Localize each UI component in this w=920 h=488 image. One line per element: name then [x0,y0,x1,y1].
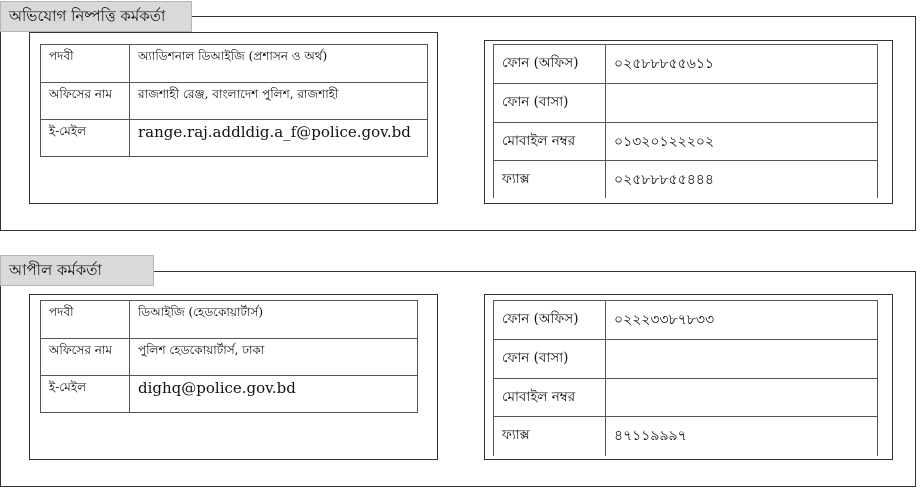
phone-home-label: ফোন (বাসা) [494,340,606,379]
table-row [41,83,428,120]
designation-label: পদবী [41,45,130,83]
complaint-officer-contact-table [493,44,878,198]
phone-office-value: ০২২২৩৩৮৭৮৩৩ [606,301,878,340]
appeal-officer-info-box [29,294,438,460]
complaint-officer-contact-box [484,40,893,204]
phone-office-value: ০২৫৮৮৮৫৫৬১১ [606,45,878,84]
table-row [41,301,418,339]
fax-value: ৪৭১১৯৯৯৭ [606,417,878,456]
email-label: ই-মেইল [41,120,130,157]
table-row [494,301,878,340]
fax-value: ০২৫৮৮৮৫৫৪৪৪ [606,161,878,198]
complaint-officer-title: অভিযোগ নিষ্পত্তি কর্মকর্তা [0,1,192,32]
table-row [494,123,878,161]
designation-label: পদবী [41,301,130,339]
email-label: ই-মেইল [41,376,130,413]
appeal-officer-contact-table [493,300,878,456]
table-row [494,45,878,84]
office-name-value: পুলিশ হেডকোয়ার্টার্স, ঢাকা [130,339,418,376]
email-value: range.raj.addldig.a_f@police.gov.bd [130,120,428,157]
table-row [494,161,878,198]
phone-home-value [606,340,878,379]
phone-home-value [606,84,878,123]
designation-value: ডিআইজি (হেডকোয়ার্টার্স) [130,301,418,339]
designation-value: অ্যাডিশনাল ডিআইজি (প্রশাসন ও অর্থ) [130,45,428,83]
table-row [494,84,878,123]
fax-label: ফ্যাক্স [494,161,606,198]
phone-office-label: ফোন (অফিস) [494,45,606,84]
complaint-officer-info-table [40,44,428,157]
phone-home-label: ফোন (বাসা) [494,84,606,123]
table-row [494,340,878,379]
complaint-officer-info-box [29,32,438,204]
table-row [494,417,878,456]
mobile-label: মোবাইল নম্বর [494,123,606,161]
office-name-label: অফিসের নাম [41,83,130,120]
email-value: dighq@police.gov.bd [130,376,418,413]
appeal-officer-title: আপীল কর্মকর্তা [0,255,154,286]
table-row [41,45,428,83]
table-row [41,376,418,413]
phone-office-label: ফোন (অফিস) [494,301,606,340]
office-name-label: অফিসের নাম [41,339,130,376]
table-row [41,120,428,157]
office-name-value: রাজশাহী রেঞ্জ, বাংলাদেশ পুলিশ, রাজশাহী [130,83,428,120]
table-row [41,339,418,376]
mobile-label: মোবাইল নম্বর [494,379,606,417]
mobile-value [606,379,878,417]
appeal-officer-contact-box [484,294,893,460]
fax-label: ফ্যাক্স [494,417,606,456]
appeal-officer-info-table [40,300,418,413]
table-row [494,379,878,417]
mobile-value: ০১৩২০১২২২০২ [606,123,878,161]
